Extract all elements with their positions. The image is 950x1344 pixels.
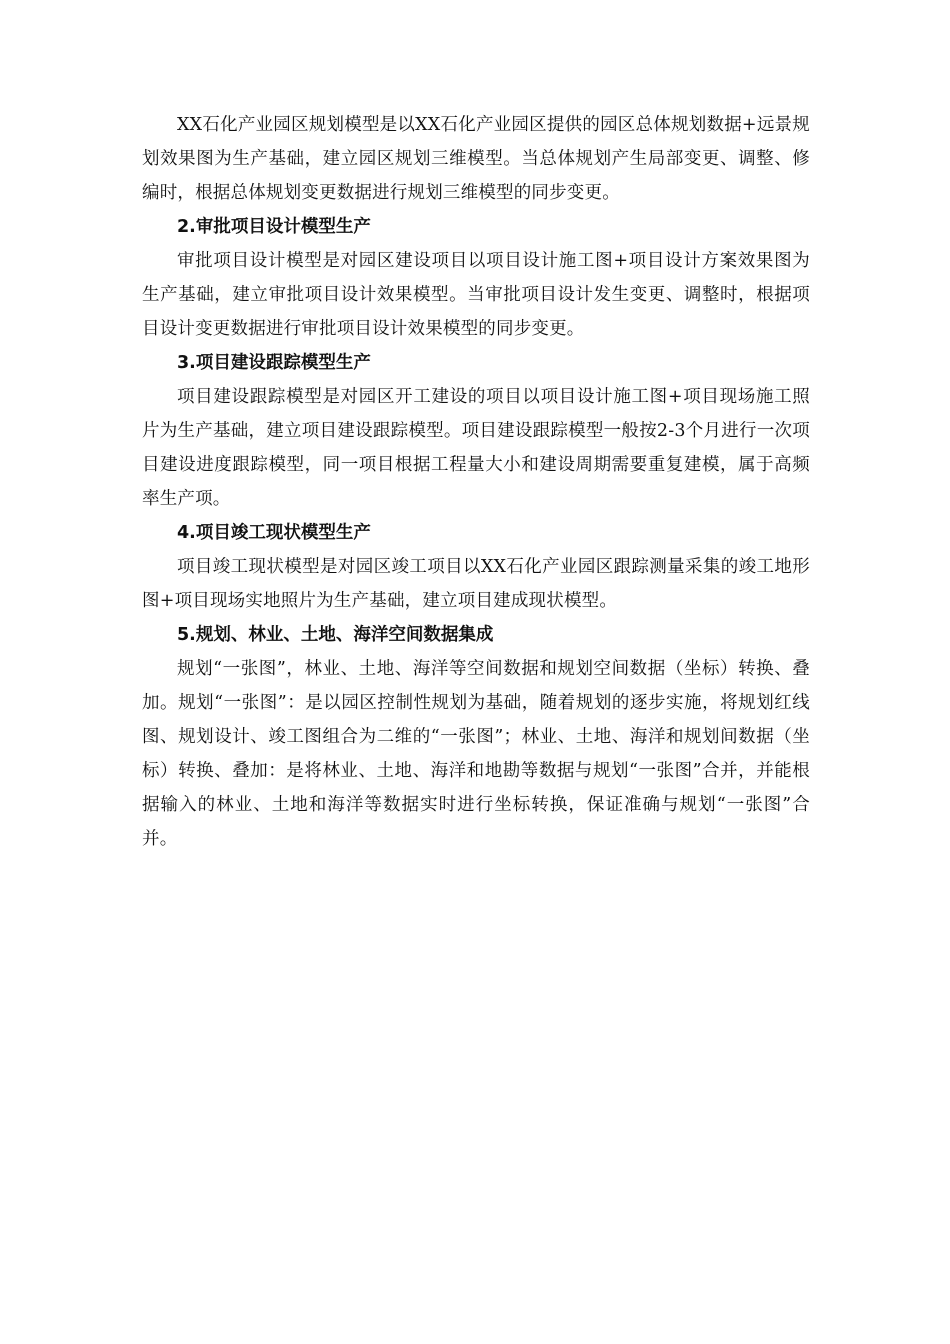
- paragraph-approval-design-model: 审批项目设计模型是对园区建设项目以项目设计施工图+项目设计方案效果图为生产基础，建立审批项目设计效果模型。当审批项目设计发生变更、调整时，根据项目设计变更数据进行审批项目设计效果模型的同步变更。: [142, 251, 810, 339]
- paragraph-construction-tracking-model: 项目建设跟踪模型是对园区开工建设的项目以项目设计施工图+项目现场施工照片为生产基础，建立项目建设跟踪模型。项目建设跟踪模型一般按2-3个月进行一次项目建设进度跟踪模型，同一项目根据工程量大小和建设周期需要重复建模，属于高频率生产项。: [142, 387, 810, 509]
- heading-completion-status-model: 4.项目竣工现状模型生产: [177, 523, 371, 543]
- heading-construction-tracking-model: 3.项目建设跟踪模型生产: [177, 353, 371, 373]
- heading-spatial-data-integration: 5.规划、林业、土地、海洋空间数据集成: [177, 625, 494, 645]
- document-page: [142, 108, 810, 856]
- paragraph-park-planning-model: XX石化产业园区规划模型是以XX石化产业园区提供的园区总体规划数据+远景规划效果图为生产基础，建立园区规划三维模型。当总体规划产生局部变更、调整、修编时，根据总体规划变更数据进行规划三维模型的同步变更。: [142, 115, 810, 203]
- paragraph-completion-status-model: 项目竣工现状模型是对园区竣工项目以XX石化产业园区跟踪测量采集的竣工地形图+项目现场实地照片为生产基础，建立项目建成现状模型。: [142, 557, 810, 611]
- heading-approval-design-model: 2.审批项目设计模型生产: [177, 217, 371, 237]
- paragraph-spatial-data-integration: 规划“一张图”，林业、土地、海洋等空间数据和规划空间数据（坐标）转换、叠加。规划“一张图”：是以园区控制性规划为基础，随着规划的逐步实施，将规划红线图、规划设计、竣工图组合为二维的“一张图”；林业、土地、海洋和规划间数据（坐标）转换、叠加：是将林业、土地、海洋和地勘等数据与规划“一张图”合并，并能根据输入的林业、土地和海洋等数据实时进行坐标转换，保证准确与规划“一张图”合并。: [142, 659, 810, 849]
